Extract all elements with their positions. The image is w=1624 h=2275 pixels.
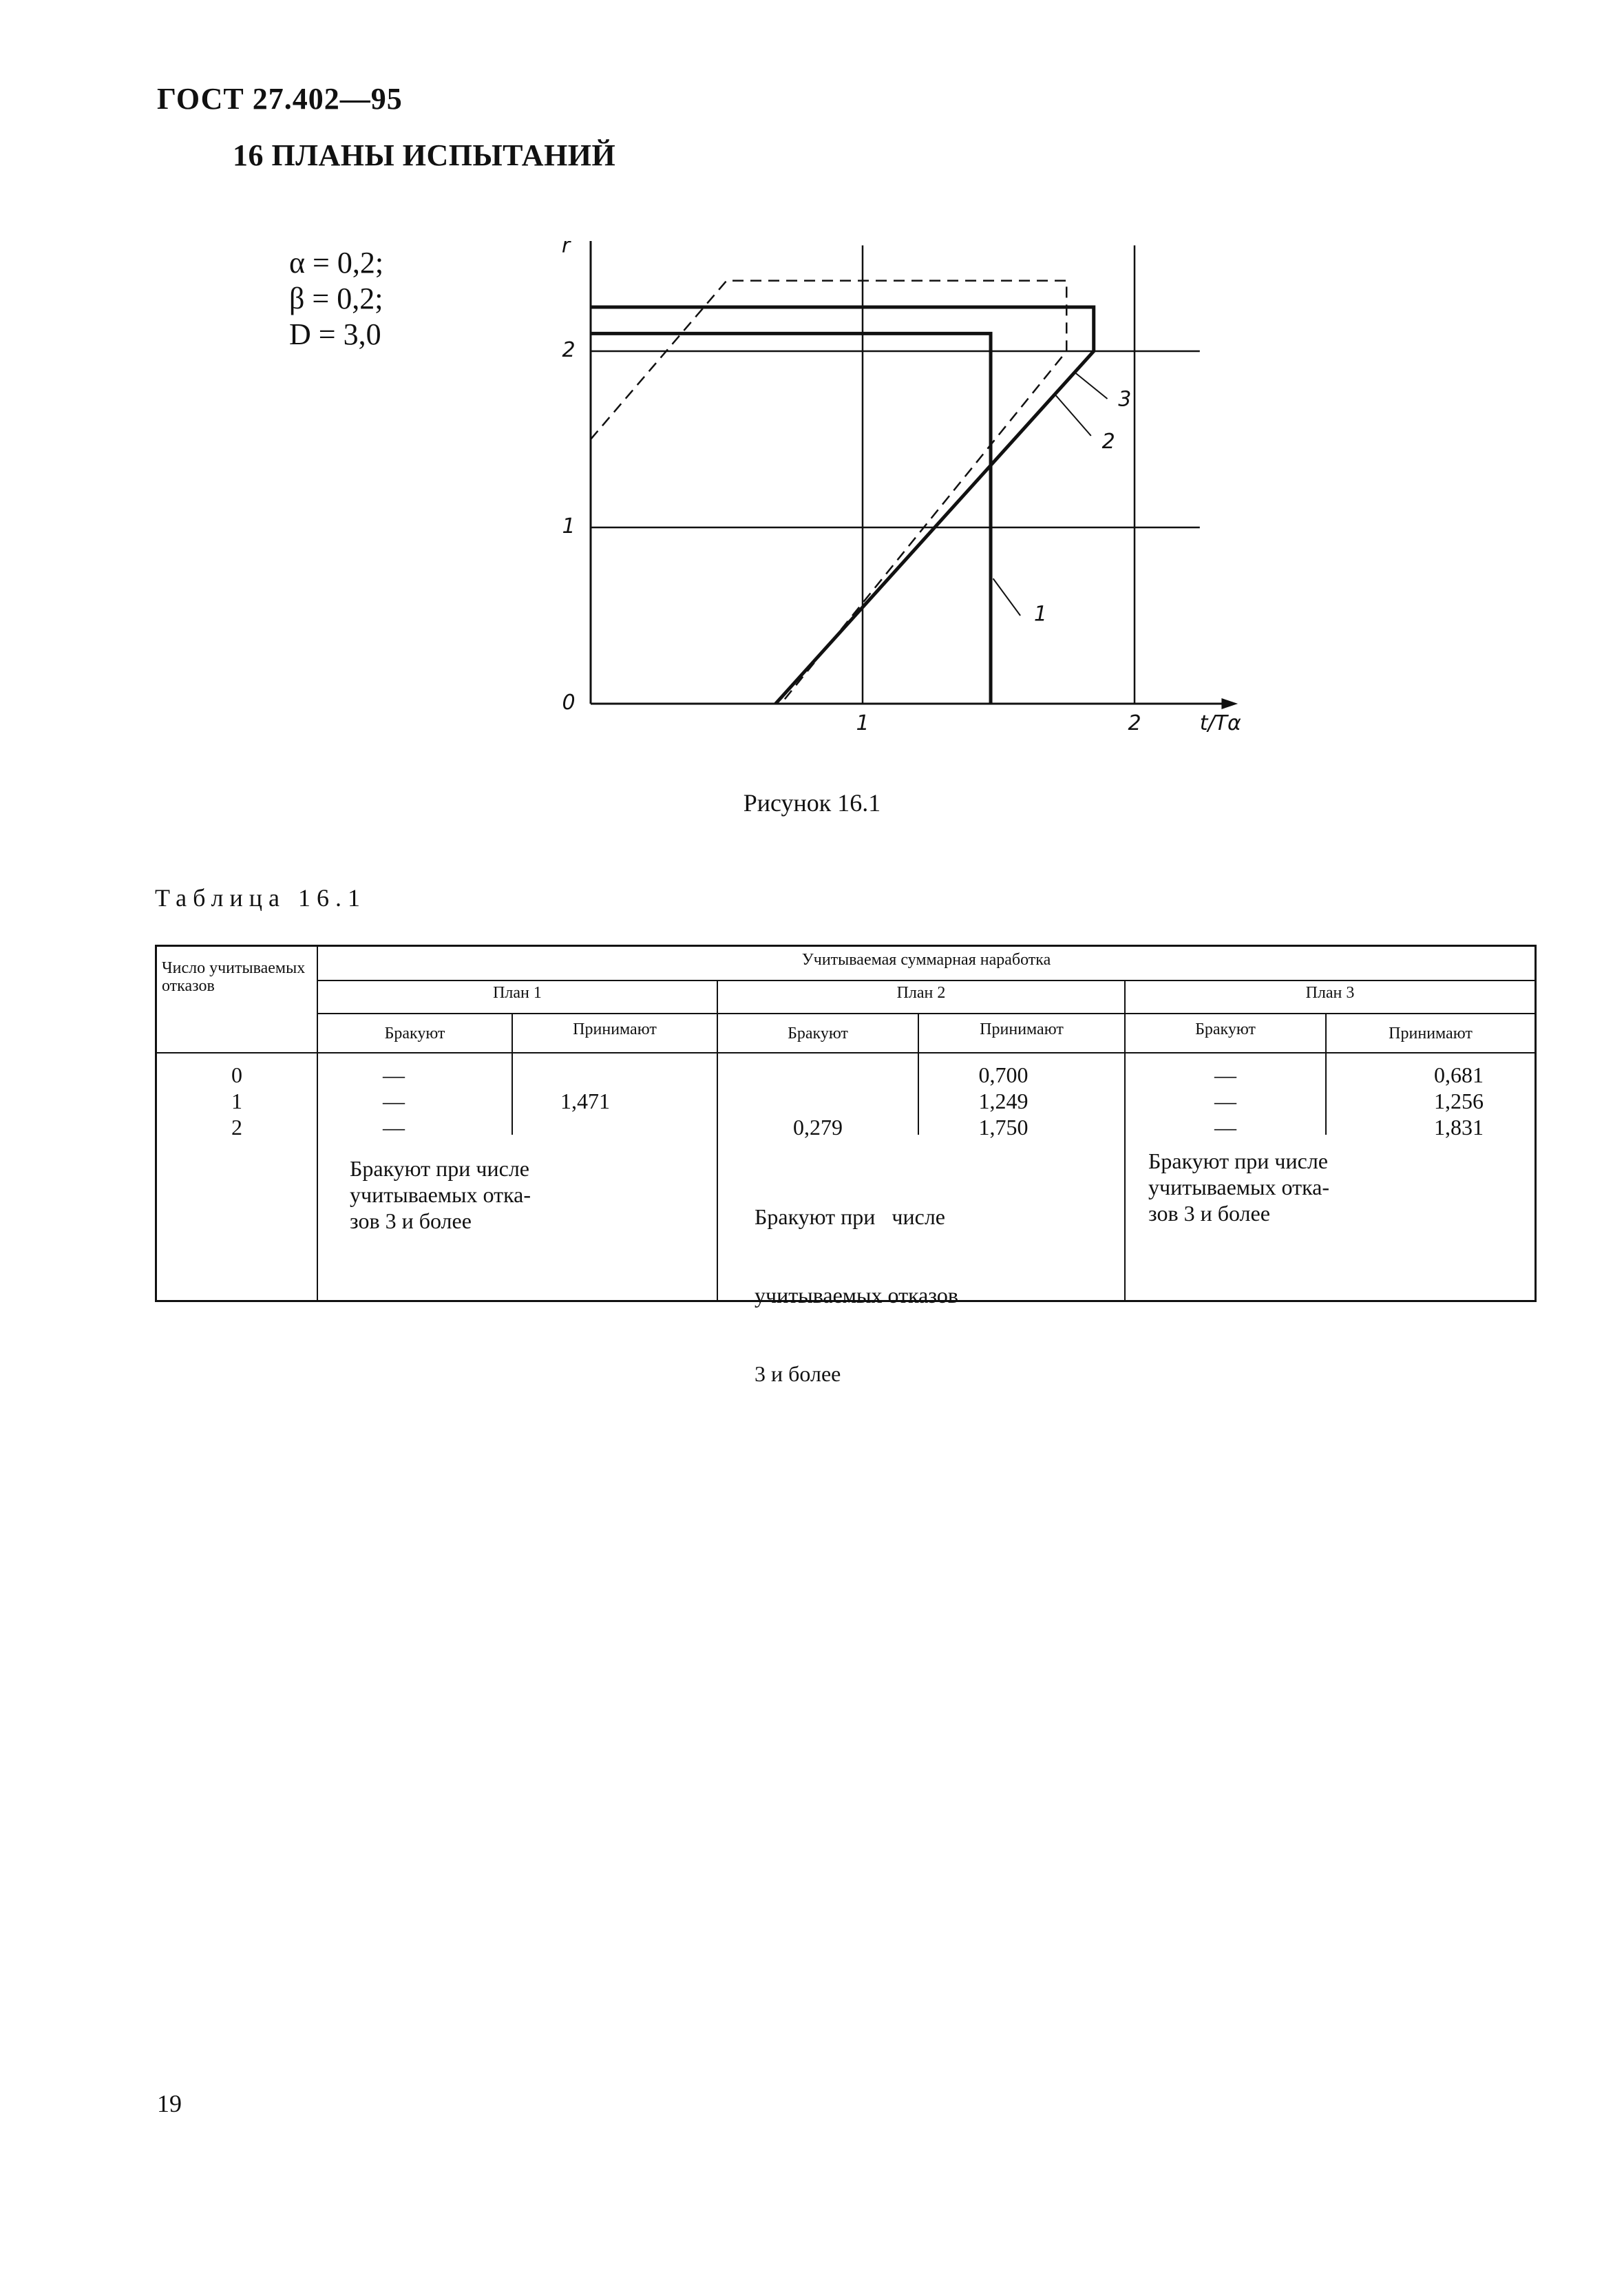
row-1-p1-reject: — [383, 1089, 405, 1113]
row-0-p3-accept: 0,681 [1434, 1062, 1484, 1087]
row-2-p1-reject: — [383, 1115, 405, 1140]
header-plan-3: План 3 [1305, 984, 1355, 1002]
row-1-p3-accept: 1,256 [1434, 1089, 1484, 1113]
page-number: 19 [157, 2090, 182, 2117]
y-tick-label-2: 2 [562, 338, 576, 362]
row-0-p2-accept: 0,700 [978, 1062, 1029, 1087]
header-plan-2: План 2 [896, 984, 946, 1002]
row-2-p2-accept: 1,750 [978, 1115, 1029, 1140]
row-2-p3-reject: — [1214, 1115, 1236, 1140]
header-p3-reject: Бракуют [1195, 1020, 1256, 1038]
table-row-divider [317, 1013, 1537, 1014]
row-1-count: 1 [231, 1089, 242, 1113]
header-p3-accept: Принимают [1389, 1025, 1473, 1042]
curve-leader-2 [1055, 395, 1090, 436]
table-row-divider [155, 1052, 1537, 1053]
param-beta: β = 0,2; [289, 282, 383, 315]
curve-leader-3 [1075, 373, 1107, 399]
note-plan-1: Бракуют при числе учитываемых отка- зов 3 и более [350, 1156, 531, 1233]
document-code: ГОСТ 27.402—95 [157, 82, 403, 116]
row-2-p2-reject: 0,279 [793, 1115, 843, 1140]
x-tick-label-1: 1 [856, 711, 869, 735]
header-plan-1: План 1 [493, 984, 542, 1002]
section-title: 16 ПЛАНЫ ИСПЫТАНИЙ [233, 138, 616, 172]
row-2-count: 2 [231, 1115, 242, 1140]
param-d: D = 3,0 [289, 317, 381, 351]
y-tick-label-1: 1 [562, 514, 576, 538]
y-tick-label-0: 0 [562, 691, 576, 715]
row-0-p1-reject: — [383, 1062, 405, 1087]
curve-label-2: 2 [1101, 429, 1115, 454]
header-p2-reject: Бракуют [788, 1025, 848, 1042]
row-1-p2-accept: 1,249 [978, 1089, 1029, 1113]
param-alpha: α = 0,2; [289, 246, 384, 280]
chart-grid [591, 245, 1200, 704]
series-line-1 [591, 333, 991, 704]
y-axis-label: r [561, 241, 571, 258]
header-p2-accept: Принимают [980, 1020, 1064, 1038]
chart-labels [562, 241, 1241, 735]
x-axis-label: t/Tα [1199, 711, 1241, 735]
table-border-right [1535, 945, 1537, 1302]
chart-series [591, 281, 1094, 704]
curve-label-3: 3 [1118, 387, 1132, 412]
row-1-p1-accept: 1,471 [560, 1089, 610, 1113]
row-0-p3-reject: — [1214, 1062, 1236, 1087]
curve-leader-1 [993, 578, 1021, 616]
figure-16-1-chart [537, 241, 1253, 751]
header-p1-accept: Принимают [573, 1020, 657, 1038]
chart-axes [585, 241, 1238, 709]
row-2-p3-accept: 1,831 [1434, 1115, 1484, 1140]
table-label: Таблица 16.1 [155, 884, 366, 912]
note-plan-2: Бракуют при числе учитываемых отказов 3 и более [755, 1204, 958, 1386]
x-tick-label-2: 2 [1128, 711, 1141, 735]
table-row-divider [317, 980, 1537, 981]
curve-label-1: 1 [1033, 602, 1047, 627]
series-line-2 [591, 281, 1066, 704]
header-p1-reject: Бракуют [384, 1025, 445, 1042]
x-axis-arrow [1221, 698, 1238, 709]
header-failures: Число учитываемых отказов [162, 959, 306, 995]
row-0-count: 0 [231, 1062, 242, 1087]
table-border-top [155, 945, 1537, 947]
header-total: Учитываемая суммарная наработка [801, 951, 1051, 969]
figure-caption: Рисунок 16.1 [743, 789, 881, 817]
series-line-3 [591, 307, 1094, 704]
note-plan-3: Бракуют при числе учитываемых отка- зов 3 и более [1148, 1149, 1330, 1226]
row-1-p3-reject: — [1214, 1089, 1236, 1113]
